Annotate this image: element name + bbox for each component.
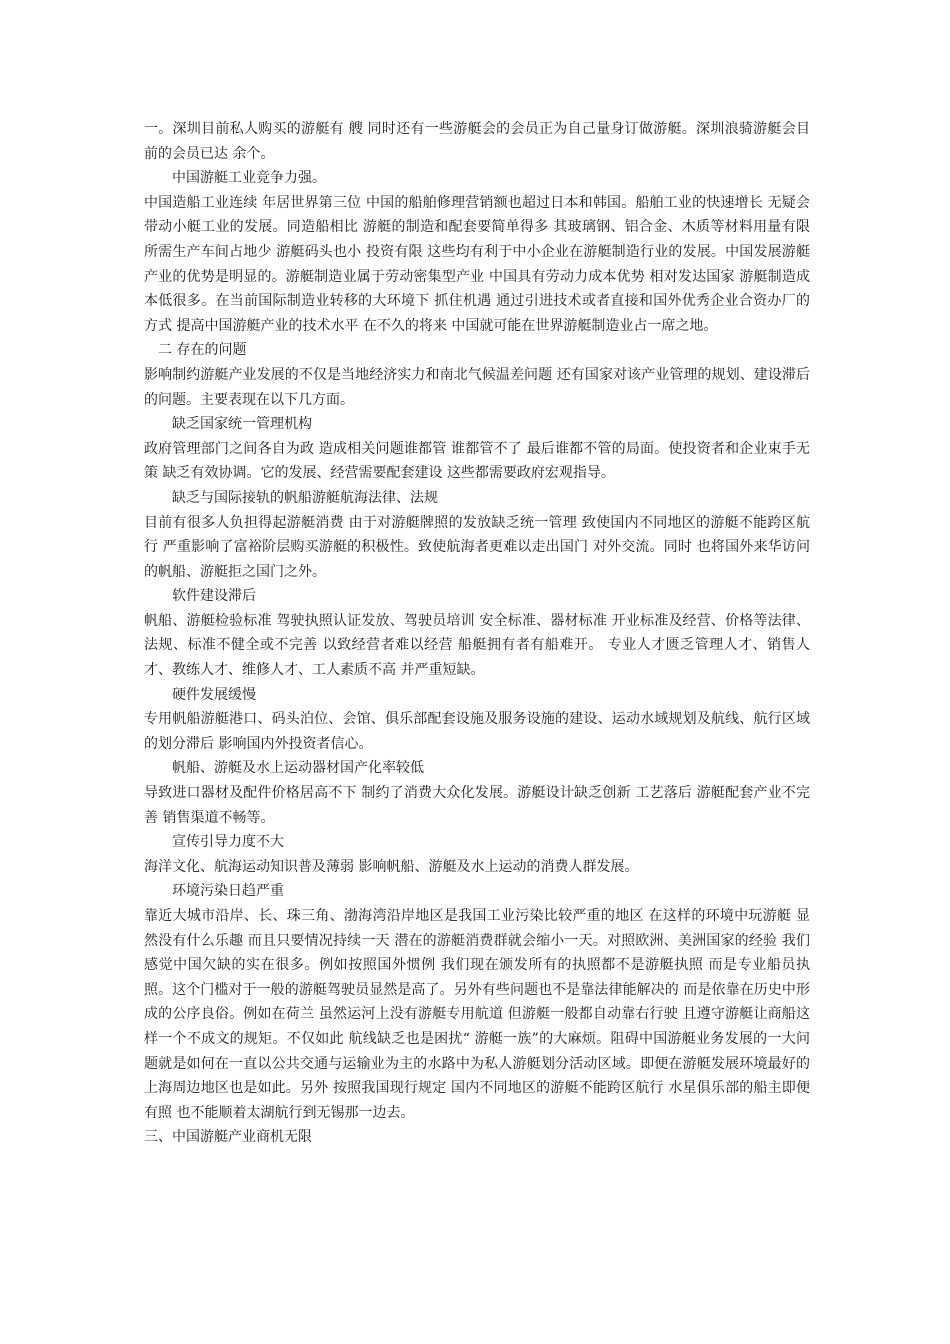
heading-software-lag: 软件建设滞后 [172, 588, 256, 605]
paragraph-ocean-culture: 海洋文化、航海运动知识普及薄弱 影响帆船、游艇及水上运动的消费人群发展。 [144, 858, 639, 875]
paragraph-membership: 一。深圳目前私人购买的游艇有 艘 同时还有一些游艇会的会员正为自己量身订做游艇。深圳浪骑游艇会目前的会员已达 余个。 [144, 121, 810, 162]
paragraph-pollution: 靠近大城市沿岸、长、珠三角、渤海湾沿岸地区是我国工业污染比较严重的地区 在这样的环境中玩游艇 显然没有什么乐趣 而且只要情况持续一天 潜在的游艇消费群就会缩小一天。对照欧洲、美洲国家的经验 我们感觉中国欠缺的实在很多。例如按照国外惯例 我们现在颁发所有的执照都不是游艇执照 而是专业船员执照。这个门槛对于一般的游艇驾驶员显然是高了。另外有些问题也不是靠法律能解决的 而是依靠在历史中形成的公序良俗。例如在荷兰 虽然运河上没有游艇专用航道 但游艇一般都自动靠右行驶 且遵守游艇让商船这样一个不成文的规矩。不仅如此 航线缺乏也是困扰“ 游艇一族”的大麻烦。阻碍中国游艇业务发展的一大问题就是如何在一直以公共交通与运输业为主的水路中为私人游艇划分活动区域。即便在游艇发展环境最好的上海周边地区也是如此。另外 按照我国现行规定 国内不同地区的游艇不能跨区航行 水星俱乐部的船主即便有照 也不能顺着太湖航行到无锡那一边去。 [144, 908, 810, 1121]
section-heading-opportunities: 三、中国游艇产业商机无限 [144, 1129, 312, 1146]
document-page [144, 117, 810, 1150]
paragraph-shipbuilding: 中国造船工业连续 年居世界第三位 中国的船舶修理营销额也超过日本和韩国。船舶工业的快速增长 无疑会带动小艇工业的发展。同造船相比 游艇的制造和配套要简单得多 其玻璃钢、铝合金、木质等材料用量有限 所需生产车间占地少 游艇码头也小 投资有限 这些均有利于中小企业在游艇制造行业的发展。中国发展游艇产业的优势是明显的。游艇制造业属于劳动密集型产业 中国具有劳动力成本优势 相对发达国家 游艇制造成本低很多。在当前国际制造业转移的大环境下 抓住机遇 通过引进技术或者直接和国外优秀企业合资办厂的方式 提高中国游艇产业的技术水平 在不久的将来 中国就可能在世界游艇制造业占一席之地。 [144, 194, 810, 334]
heading-publicity: 宣传引导力度不大 [172, 834, 284, 851]
paragraph-imports: 导致进口器材及配件价格居高不下 制约了消费大众化发展。游艇设计缺乏创新 工艺落后 游艇配套产业不完善 销售渠道不畅等。 [144, 785, 810, 826]
heading-localization-rate: 帆船、游艇及水上运动器材国产化率较低 [172, 760, 424, 777]
heading-no-unified-management: 缺乏国家统一管理机构 [172, 416, 312, 433]
section-heading-problems: 二 存在的问题 [158, 342, 247, 359]
heading-hardware-slow: 硬件发展缓慢 [172, 686, 256, 703]
paragraph-standards: 帆船、游艇检验标准 驾驶执照认证发放、驾驶员培训 安全标准、器材标准 开业标准及经营、价格等法律、法规、标准不健全或不完善 以致经营者难以经营 船艇拥有者有船难开。 专业人才匮乏管理人才、销售人才、教练人才、维修人才、工人素质不高 并严重短缺。 [144, 612, 810, 679]
paragraph-government: 政府管理部门之间各自为政 造成相关问题谁都管 谁都管不了 最后谁都不管的局面。使投资者和企业束手无策 缺乏有效协调。它的发展、经营需要配套建设 这些都需要政府宏观指导。 [144, 440, 810, 482]
paragraph-licensing: 目前有很多人负担得起游艇消费 由于对游艇牌照的发放缺乏统一管理 致使国内不同地区的游艇不能跨区航行 严重影响了富裕阶层购买游艇的积极性。致使航海者更难以走出国门 对外交流。同时 也将国外来华访问的帆船、游艇拒之国门之外。 [144, 514, 810, 580]
heading-pollution: 环境污染日趋严重 [172, 883, 284, 900]
paragraph-problems-intro: 影响制约游艇产业发展的不仅是当地经济实力和南北气候温差问题 还有国家对该产业管理的规划、建设滞后的问题。主要表现在以下几方面。 [144, 366, 810, 408]
heading-laws: 缺乏与国际接轨的帆船游艇航海法律、法规 [172, 489, 438, 506]
paragraph-facilities: 专用帆船游艇港口、码头泊位、会馆、俱乐部配套设施及服务设施的建设、运动水域规划及航线、航行区域的划分滞后 影响国内外投资者信心。 [144, 711, 810, 752]
heading-competitiveness: 中国游艇工业竞争力强。 [172, 170, 326, 187]
